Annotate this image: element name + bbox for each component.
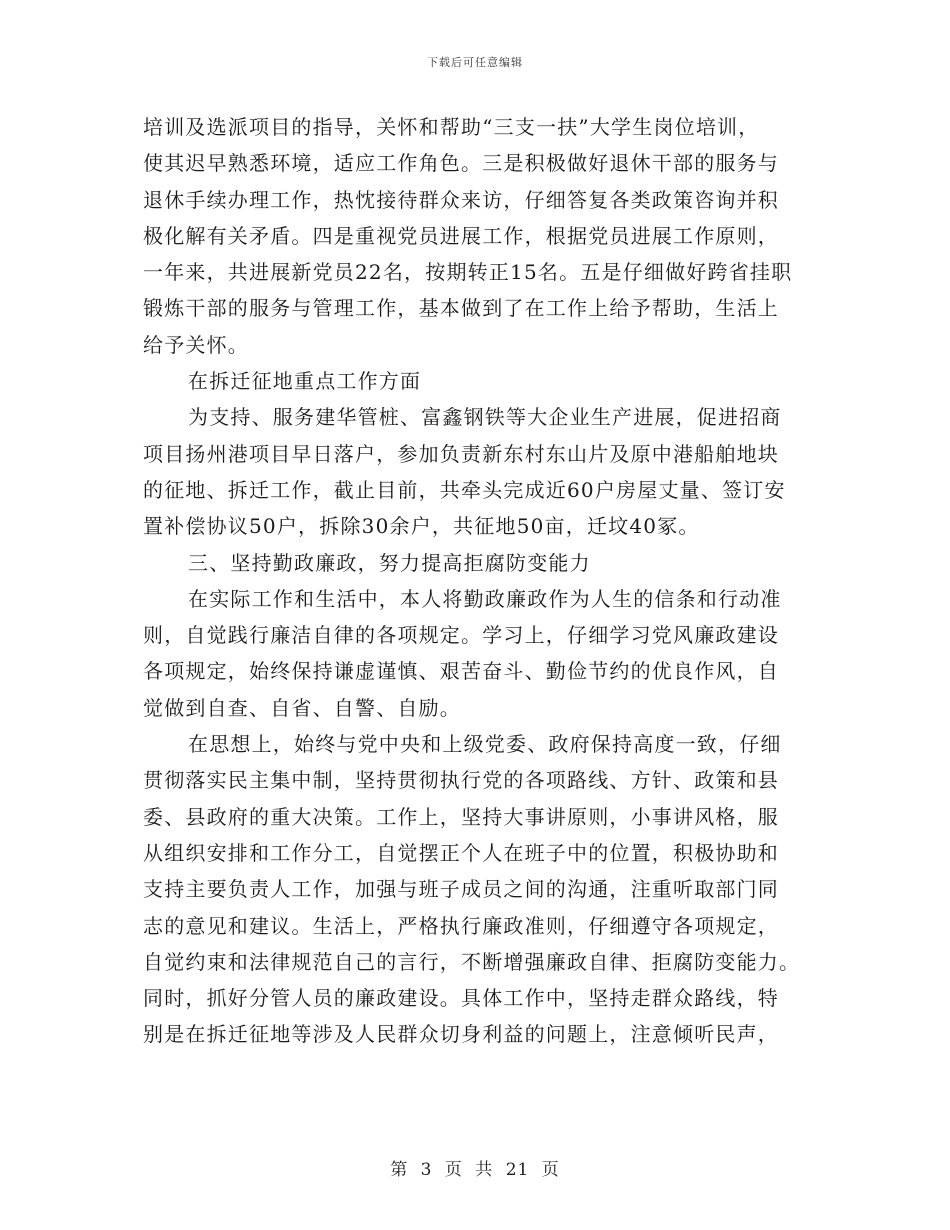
text-line: 锻炼干部的服务与管理工作，基本做到了在工作上给予帮助，生活上 xyxy=(143,296,779,321)
text-line: 极化解有关矛盾。四是重视党员进展工作，根据党员进展工作原则， xyxy=(143,223,779,248)
text-line: 置补偿协议50户，拆除30余户，共征地50亩，迁坟40冢。 xyxy=(143,514,700,539)
page-header-note: 下载后可任意编辑 xyxy=(427,56,523,69)
text-line: 觉做到自查、自省、自警、自励。 xyxy=(143,695,461,720)
text-line: 在实际工作和生活中，本人将勤政廉政作为人生的信条和行动准 xyxy=(188,586,782,611)
text-line: 委、县政府的重大决策。工作上，坚持大事讲原则，小事讲风格，服 xyxy=(143,804,779,829)
text-line: 项目扬州港项目早日落户，参加负责新东村东山片及原中港船舶地块 xyxy=(143,441,779,466)
text-line: 支持主要负责人工作，加强与班子成员之间的沟通，注重听取部门同 xyxy=(143,877,779,902)
text-line: 使其迟早熟悉环境，适应工作角色。三是积极做好退休干部的服务与 xyxy=(143,151,779,176)
text-line: 在思想上，始终与党中央和上级党委、政府保持高度一致，仔细 xyxy=(188,732,782,757)
text-line: 一年来，共进展新党员22名，按期转正15名。五是仔细做好跨省挂职 xyxy=(143,260,793,285)
text-line: 在拆迁征地重点工作方面 xyxy=(188,369,422,394)
text-line: 为支持、服务建华管桩、富鑫钢铁等大企业生产进展，促进招商 xyxy=(188,405,782,430)
text-line: 则，自觉践行廉洁自律的各项规定。学习上，仔细学习党风廉政建设 xyxy=(143,623,779,648)
text-line: 贯彻落实民主集中制，坚持贯彻执行党的各项路线、方针、政策和县 xyxy=(143,768,779,793)
text-line: 退休手续办理工作，热忱接待群众来访，仔细答复各类政策咨询并积 xyxy=(143,187,779,212)
text-line: 给予关怀。 xyxy=(143,332,249,357)
document-body xyxy=(143,109,811,1053)
text-line: 的征地、拆迁工作，截止目前，共牵头完成近60户房屋丈量、签订安 xyxy=(143,477,786,502)
text-line: 别是在拆迁征地等涉及人民群众切身利益的问题上，注意倾听民声， xyxy=(143,1022,779,1047)
text-line: 自觉约束和法律规范自己的言行，不断增强廉政自律、拒腐防变能力。 xyxy=(143,949,801,974)
text-line: 各项规定，始终保持谦虚谨慎、艰苦奋斗、勤俭节约的优良作风，自 xyxy=(143,659,779,684)
text-line: 三、坚持勤政廉政，努力提高拒腐防变能力 xyxy=(188,550,591,575)
text-line: 同时，抓好分管人员的廉政建设。具体工作中，坚持走群众路线，特 xyxy=(143,986,779,1011)
page-number-footer: 第 3 页 共 21 页 xyxy=(390,1160,560,1180)
text-line: 从组织安排和工作分工，自觉摆正个人在班子中的位置，积极协助和 xyxy=(143,840,779,865)
text-line: 志的意见和建议。生活上，严格执行廉政准则，仔细遵守各项规定， xyxy=(143,913,779,938)
text-line: 培训及选派项目的指导，关怀和帮助“三支一扶”大学生岗位培训， xyxy=(143,115,760,139)
